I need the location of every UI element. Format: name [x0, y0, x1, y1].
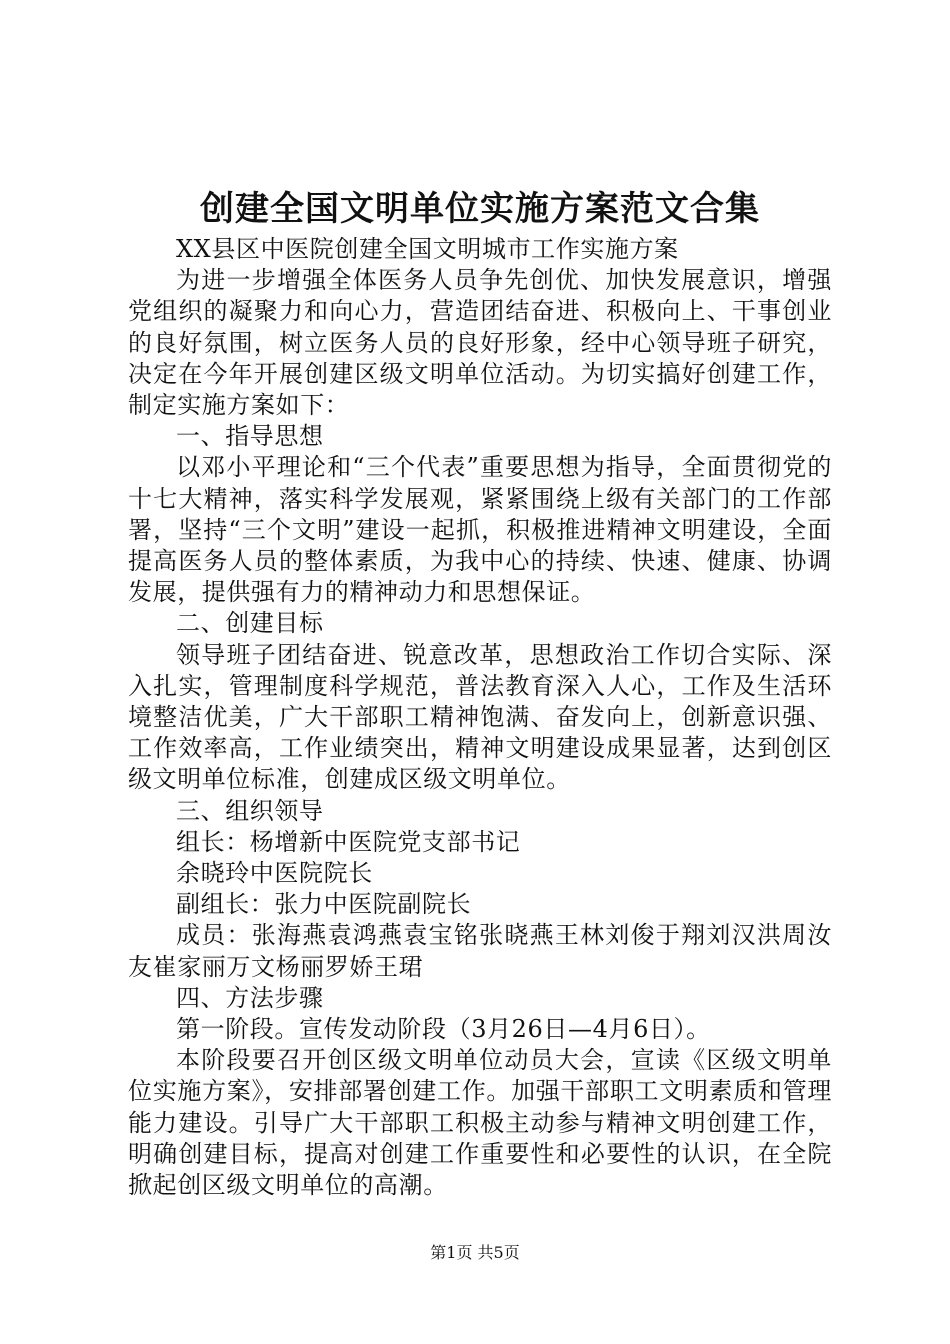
paragraph-goals: 领导班子团结奋进、锐意改革，思想政治工作切合实际、深入扎实，管理制度科学规范，普法教育深入人心，工作及生活环境整洁优美，广大干部职工精神饱满、奋发向上，创新意识强、工作效率高，工作业绩突出，精神文明建设成果显著，达到创区级文明单位标准，创建成区级文明单位。 — [128, 640, 832, 794]
paragraph-leader: 组长：杨增新中医院党支部书记 — [176, 827, 521, 856]
paragraph-stage-one: 第一阶段。宣传发动阶段（3月26日—4月6日）。 — [176, 1015, 711, 1044]
document-title: 创建全国文明单位实施方案范文合集 — [200, 189, 760, 229]
section-heading-goals: 二、创建目标 — [176, 609, 324, 638]
paragraph-intro: 为进一步增强全体医务人员争先创优、加快发展意识，增强党组织的凝聚力和向心力，营造团结奋进、积极向上、干事创业的良好氛围，树立医务人员的良好形象，经中心领导班子研究，决定在今年开展创建区级文明单位活动。为切实搞好创建工作，制定实施方案如下： — [128, 266, 832, 420]
section-heading-steps: 四、方法步骤 — [176, 983, 324, 1012]
document-body — [128, 234, 832, 1201]
paragraph-guiding-thought: 以邓小平理论和“三个代表”重要思想为指导，全面贯彻党的十七大精神，落实科学发展观，紧紧围绕上级有关部门的工作部署，坚持“三个文明”建设一起抓，积极推进精神文明建设，全面提高医务人员的整体素质，为我中心的持续、快速、健康、协调发展，提供强有力的精神动力和思想保证。 — [128, 453, 832, 607]
section-heading-guiding-thought: 一、指导思想 — [176, 422, 324, 451]
paragraph-members: 成员：张海燕袁鸿燕袁宝铭张晓燕王林刘俊于翔刘汉洪周汝友崔家丽万文杨丽罗娇王珺 — [128, 921, 832, 981]
paragraph-leader-2: 余晓玲中医院院长 — [176, 859, 373, 888]
section-heading-organization: 三、组织领导 — [176, 796, 324, 825]
paragraph-deputy-leader: 副组长：张力中医院副院长 — [176, 890, 472, 919]
paragraph-subtitle: XX县区中医院创建全国文明城市工作实施方案 — [176, 235, 679, 263]
paragraph-stage-one-detail: 本阶段要召开创区级文明单位动员大会，宣读《区级文明单位实施方案》，安排部署创建工作。加强干部职工文明素质和管理能力建设。引导广大干部职工积极主动参与精神文明创建工作，明确创建目标，提高对创建工作重要性和必要性的认识，在全院掀起创区级文明单位的高潮。 — [128, 1046, 832, 1200]
page-indicator: 第1页 共5页 — [430, 1243, 520, 1262]
